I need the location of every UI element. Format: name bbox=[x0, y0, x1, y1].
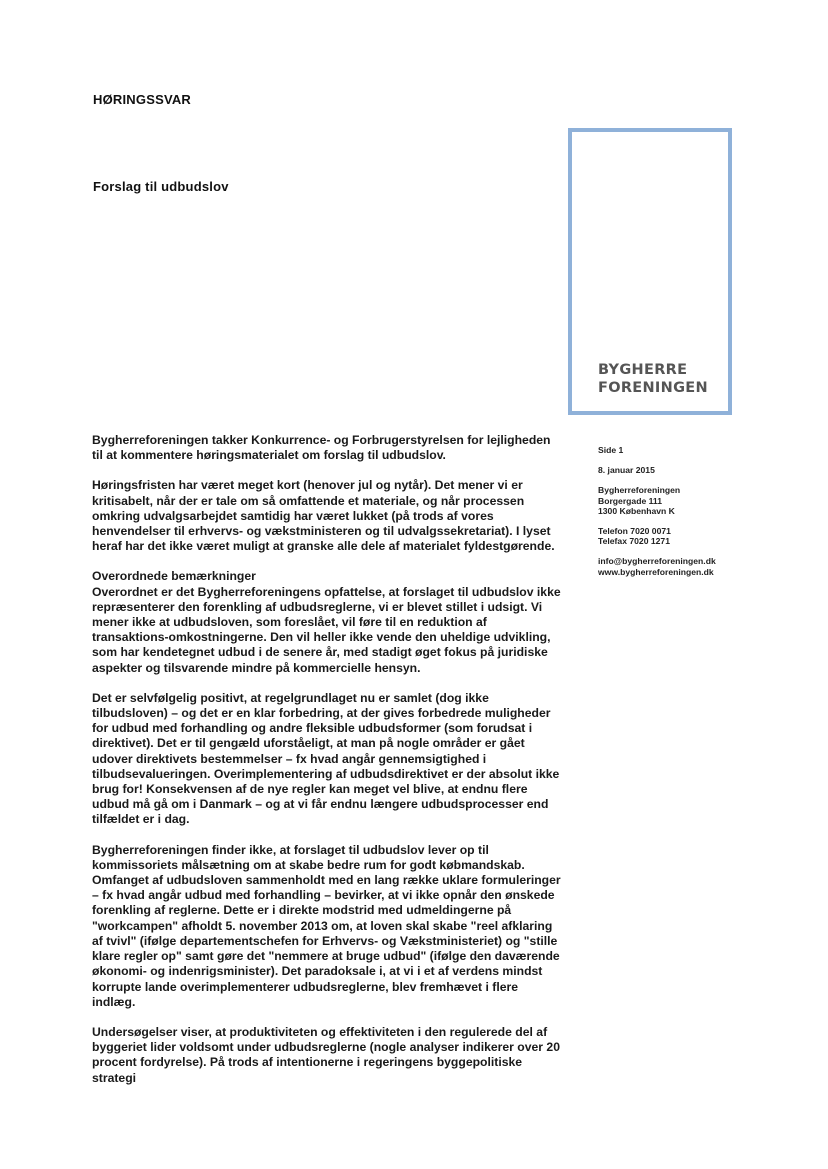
org-name: Bygherreforeningen bbox=[598, 485, 681, 496]
paragraph-intro: Bygherreforeningen takker Konkurrence- og Forbrugerstyrelsen for lejligheden til at kommentere høringsmaterialet om forslag til udbudslov. bbox=[92, 433, 551, 463]
document-type: HØRINGSSVAR bbox=[93, 92, 192, 107]
paragraph-overall: Overordnet er det Bygherreforeningens opfattelse, at forslaget til udbudslov ikke repræsenterer den forenkling af udbudsreglerne, vi er blevet stillet i udsigt. Vi mener ikke at udbudsloven, som foreslået, vil føre til en reduktion af transaktions-omkostningerne. Den vil heller ikke vende den uheldige udvikling, som har kendetegnet udbud i de senere år, med stadigt øget fokus på juridiske aspekter og tilsvarende mindre på kommercielle hensyn. bbox=[92, 584, 561, 675]
org-phone: Telefon 7020 0071 bbox=[598, 526, 671, 537]
logo-line-1: BYGHERRE bbox=[598, 362, 688, 378]
org-website: www.bygherreforeningen.dk bbox=[598, 566, 714, 577]
logo bbox=[568, 128, 732, 415]
logo-text bbox=[598, 361, 708, 397]
document-subject: Forslag til udbudslov bbox=[93, 179, 229, 194]
org-email: info@bygherreforeningen.dk bbox=[598, 556, 716, 567]
paragraph-positive: Det er selvfølgelig positivt, at regelgrundlaget nu er samlet (dog ikke tilbudsloven) – og det er en klar forbedring, at der gives forbedrede muligheder for udbud med forhandling og andre fleksible udbudsformer (som forudsat i direktivet). Det er til gengæld uforståeligt, at man på nogle områder er gået udover direktivets bestemmelser – fx hvad angår gennemsigtighed i tilbudsevalueringen. Overimplementering af udbudsdirektivet er der absolut ikke brug for! Konsekvensen af de nye regler kan meget vel blive, at endnu flere udbud må gå om i Danmark – og at vi får endnu længere udbudsprocesser end tilfældet er i dag. bbox=[92, 690, 560, 827]
section-heading-overall: Overordnede bemærkninger bbox=[92, 569, 256, 584]
logo-line-2: FORENINGEN bbox=[598, 380, 708, 396]
org-street: Borgergade 111 bbox=[598, 495, 663, 506]
sender-info bbox=[598, 445, 748, 577]
letter-date: 8. januar 2015 bbox=[598, 465, 655, 476]
org-city: 1300 København K bbox=[598, 505, 675, 516]
paragraph-studies: Undersøgelser viser, at produktiviteten og effektiviteten i den regulerede del af byggeriet lider voldsomt under udbudsreglerne (nogle analyser indikerer over 20 procent fordyrelse). På trods af intentionerne i regeringens byggepolitiske strategi bbox=[92, 1024, 560, 1085]
page-number: Side 1 bbox=[598, 445, 624, 455]
paragraph-assessment: Bygherreforeningen finder ikke, at forslaget til udbudslov lever op til kommissoriets målsætning om at skabe bedre rum for godt købmandskab. Omfanget af udbudsloven sammenholdt med en lang række uklare formuleringer – fx hvad angår udbud med forhandling – bevirker, at vi ikke opnår den ønskede forenkling af reglerne. Dette er i direkte modstrid med udmeldingerne på "workcampen" afholdt 5. november 2013 om, at loven skal skabe "reel afklaring af tvivl" (ifølge departementschefen for Erhvervs- og Vækstministeriet) og "stille klare regler op" samt gøre det "nemmere at bruge udbud" (ifølge den daværende økonomi- og indenrigsminister). Det paradoksale i, at vi i et af verdens mindst korrupte lande overimplementerer udbudsreglerne, blev fremhævet i flere indlæg. bbox=[92, 842, 561, 1009]
paragraph-deadline: Høringsfristen har været meget kort (henover jul og nytår). Det mener vi er kritisabelt, når der er tale om så omfattende et materiale, og når processen omkring udvalgsarbejdet samtidig har været lukket (på trods af vores henvendelser til erhvervs- og vækstministeren og til udvalgssekretariat). I lyset heraf har det ikke været muligt at granske alle dele af materialet fyldestgørende. bbox=[92, 478, 555, 554]
letter-body bbox=[92, 433, 562, 1101]
org-fax: Telefax 7020 1271 bbox=[598, 536, 670, 547]
